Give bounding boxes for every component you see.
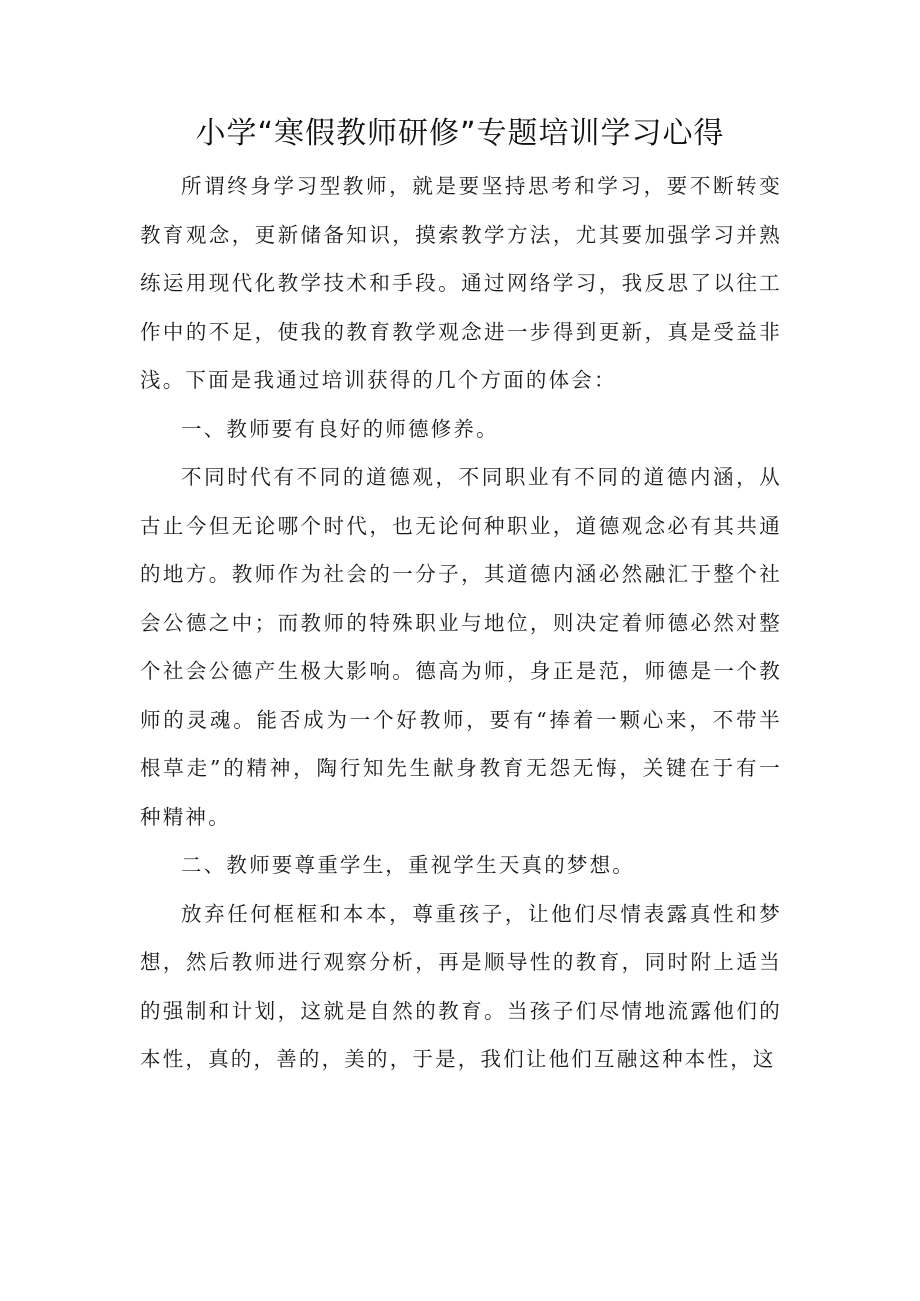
section-2-paragraph: 放弃任何框框和本本，尊重孩子，让他们尽情表露真性和梦想，然后教师进行观察分析，再是顺导性的教育，同时附上适当的强制和计划，这就是自然的教育。当孩子们尽情地流露他们的本性，真的，善的，美的，于是，我们让他们互融这种本性，这 bbox=[140, 901, 782, 1071]
document-body bbox=[140, 162, 782, 1084]
section-heading-1: 一、教师要有良好的师德修养。 bbox=[181, 416, 499, 441]
document-title: 小学“寒假教师研修”专题培训学习心得 bbox=[195, 116, 725, 151]
section-heading-2: 二、教师要尊重学生，重视学生天真的梦想。 bbox=[181, 853, 635, 877]
intro-paragraph: 所谓终身学习型教师，就是要坚持思考和学习，要不断转变教育观念，更新储备知识，摸索教学方法，尤其要加强学习并熟练运用现代化教学技术和手段。通过网络学习，我反思了以往工作中的不足，使我的教育教学观念进一步得到更新，真是受益非浅。下面是我通过培训获得的几个方面的体会： bbox=[140, 174, 782, 392]
section-1-paragraph: 不同时代有不同的道德观，不同职业有不同的道德内涵，从古止今但无论哪个时代，也无论何种职业，道德观念必有其共通的地方。教师作为社会的一分子，其道德内涵必然融汇于整个社会公德之中；而教师的特殊职业与地位，则决定着师德必然对整个社会公德产生极大影响。德高为师，身正是范，师德是一个教师的灵魂。能否成为一个好教师，要有“捧着一颗心来，不带半根草走”的精神，陶行知先生献身教育无怨无悔，关键在于有一种精神。 bbox=[140, 465, 782, 829]
